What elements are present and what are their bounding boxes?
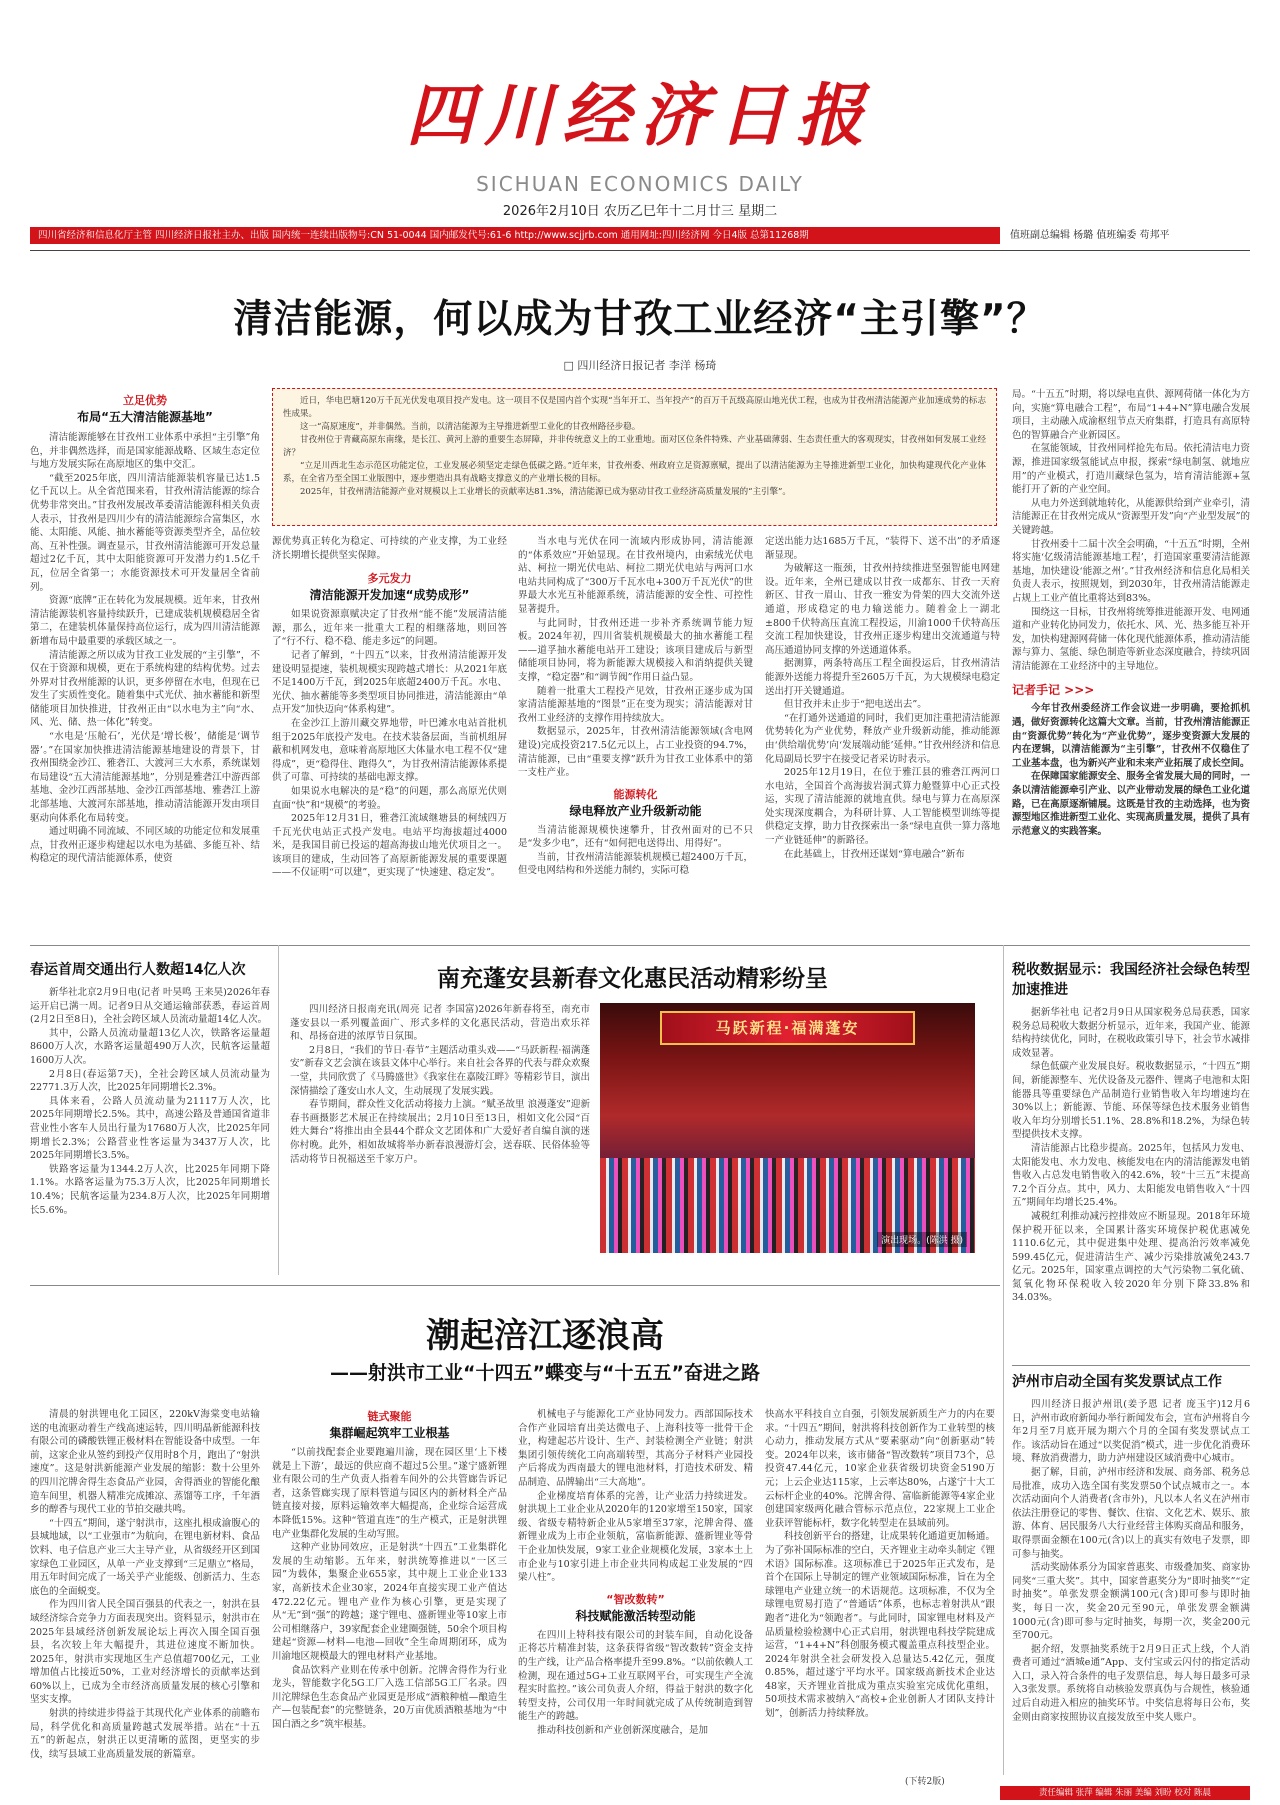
- main-story-column-4: [765, 535, 1000, 861]
- body-paragraph: 食品饮料产业则在传承中创新。沱牌舍得作为行业龙头，智能数字化5G工厂入选工信部5G工厂名录。四川沱牌绿色生态食品产业园更是形成“酒粮种植—酿造生产—包装配套”的完整链条，20万亩优质酒粮基地为“中国白酒之乡”筑牢根基。: [272, 1664, 507, 1730]
- body-paragraph: 减税红利推动减污控排效应不断显现。2018年环境保护税开征以来，全国累计落实环境保护税优惠减免1110.6亿元，其中促进集中处理、提高治污效率减免599.45亿元，促进清洁生产、减少污染排放减免243.7亿元。2025年，国家重点调控的大气污染物二氧化硫、氮氧化物环保税收入较2020年分别下降33.8%和34.03%。: [1012, 1210, 1250, 1304]
- body-paragraph: 从电力外送到就地转化，从能源供给到产业牵引，清洁能源正在甘孜州完成从“资源型开发”向“产业型发展”的关键跨越。: [1012, 497, 1250, 536]
- footer-staff-credits: 责任编辑 张萍 编辑 朱丽 美编 刘盼 校对 陈晨: [1000, 1786, 1250, 1800]
- body-paragraph: 清洁能源之所以成为甘孜工业发展的“主引擎”，不仅在于资源和规模，更在于系统构建的结构优势。过去外界对甘孜州能源的认识，更多停留在水电，但现在已发生了实质性变化。随着集中式光伏、抽水蓄能和新型储能项目加快推进，甘孜州正由“以水电为主”向“水、风、光、储、热一体化”转变。: [30, 649, 260, 729]
- main-story-column-3: [518, 535, 753, 878]
- body-paragraph: 如果说资源禀赋决定了甘孜州“能不能”发展清洁能源，那么，近年来一批重大工程的相继落地，则回答了“行不行、稳不稳、能走多远”的问题。: [272, 609, 507, 648]
- body-paragraph: 当前，甘孜州清洁能源装机规模已超2400万千瓦，但受电网结构和外送能力制约，实际可稳: [518, 851, 753, 877]
- body-paragraph: 射洪的持续进步得益于其现代化产业体系的前瞻布局，科学优化和高质量跨越式发展举措。站在“十五五”的新起点，射洪正以更清晰的蓝图，更坚实的步伐，续写县域工业高质量发展的新篇章。: [30, 1708, 260, 1760]
- body-paragraph: 通过明确不同流域、不同区域的功能定位和发展重点，甘孜州正逐步构建起以水电为基础、多能互补、结构稳定的现代清洁能源体系，使资: [30, 826, 260, 865]
- section-divider: [1012, 1365, 1250, 1366]
- feature-column-4: [765, 1408, 995, 1721]
- main-byline: □ 四川经济日报记者 李洋 杨琦: [563, 359, 717, 372]
- section-divider: [30, 1285, 1000, 1286]
- body-paragraph: 数据显示，2025年，甘孜州清洁能源领域(含电网建设)完成投资217.5亿元以上，占工业投资的94.7%，清洁能源，已由“重要支撑”跃升为甘孜工业体系中的第一支柱产业。: [518, 726, 753, 779]
- body-paragraph: 作为四川省人民全国百强县的代表之一，射洪在县域经济综合竞争力方面表现突出。资料显示，射洪市在2025年县域经济创新发展论坛上再次入围全国百强县，名次较上年大幅提升，其进位速度不断加快。2025年，射洪市实现地区生产总值超700亿元，工业增加值占比接近50%，工业对经济增长的贡献率达到60%以上，已成为全市经济高质量发展的核心引擎和坚实支撑。: [30, 1599, 260, 1706]
- body-paragraph: 当水电与光伏在同一流域内形成协同，清洁能源的“体系效应”开始显现。在甘孜州境内，由索绒光伏电站、柯拉一期光伏电站、柯拉二期光伏电站与两河口水电站共同构成了“300万千瓦水电+300万千瓦光伏”的世界最大水光互补能源系统，清洁能源的安全性、可控性显著提升。: [518, 536, 753, 615]
- body-paragraph: 源优势真正转化为稳定、可持续的产业支撑，为工业经济长期增长提供坚实保障。: [272, 536, 507, 561]
- brief-headline[interactable]: 税收数据显示：我国经济社会绿色转型加速推进: [1012, 962, 1250, 998]
- column-divider: [1003, 945, 1004, 1775]
- masthead-english-title: SICHUAN ECONOMICS DAILY: [476, 172, 804, 196]
- brief-headline[interactable]: 春运首周交通出行人数超14亿人次: [30, 962, 246, 978]
- body-paragraph: 定送出能力达1685万千瓦，“装得下、送不出”的矛盾逐渐显现。: [765, 536, 1000, 561]
- feature-column-2: [272, 1408, 507, 1731]
- brief-headline[interactable]: 泸州市启动全国有奖发票试点工作: [1012, 1374, 1222, 1390]
- center-story-body: [290, 1003, 590, 1166]
- body-paragraph: 为破解这一瓶颈，甘孜州持续推进坚强智能电网建设。近年来，全州已建成以甘孜一成都东、甘孜一天府新区、甘孜一眉山、甘孜一雅安为骨架的四大交流外送通道，形成稳定的电力输送能力。随着金上一湖北±800千伏特高压直流工程投运，川渝1000千伏特高压交流工程加快建设，甘孜州正逐步构建出交流通道与特高压通道协同支撑的外送通道体系。: [765, 563, 1000, 656]
- photo-caption: 演出现场。(陈洪 摄): [877, 1232, 967, 1247]
- section-kicker: “智改数转”: [606, 1592, 665, 1606]
- body-paragraph: 春节期间，群众性文化活动将接力上演。“赋圣故里 浪漫蓬安”迎新春书画摄影艺术展正在持续展出；2月10日至13日，相如文化公园“百姓大舞台”将推出由全县44个群众文艺团体和广大爱好者自编自演的迷你村晚。此外，相如故城将举办新春浪漫游灯会，送春联、民俗体验等活动将节日祝福送至千家万户。: [290, 1099, 590, 1165]
- body-paragraph: 具体来看，公路人员流动量为21117万人次，比2025年同期增长2.5%。其中，高速公路及普通国省道非营业性小客车人员出行量为17680万人次，比2025年同期增长2.3%；公路营业性客运量为3437万人次，比2025年同期增长3.5%。: [30, 1095, 270, 1162]
- section-kicker: 多元发力: [367, 572, 412, 586]
- body-paragraph: 据了解，目前，泸州市经济和发展、商务部、税务总局批准，成功入选全国有奖发票50个试点城市之一。本次活动面向个人消费者(含市外)，凡以本人名义在泸州市依法注册登记的零售、餐饮、住宿、文化艺术、娱乐、旅游、体育、居民服务八大行业经营主体购买商品和服务，取得票面金额在100元(含)以上的真实有效电子发票，即可参与抽奖。: [1012, 1466, 1250, 1560]
- body-paragraph: 四川经济日报泸州讯(姜予恩 记者 庞玉宇)12月6日，泸州市政府新闻办举行新闻发布会，宣布泸州将自今年2月至7月底开展为期六个月的全国有奖发票试点工作。该活动旨在通过“以奖促消”模式，进一步优化消费环境、释放消费潜力，助力泸州建设区域消费中心城市。: [1012, 1399, 1250, 1465]
- body-paragraph: “以前找配套企业要跑遍川渝，现在园区里‘上下楼就是上下游’，最远的供应商不超过5公里。”遂宁盛新锂业有限公司的生产负责人指着车间外的公共管廊告诉记者，这条管廊实现了原料管道与园区内的新材料全产品链直接对接，原料运输效率大幅提高，企业综合运营成本降低15%。这种“管道直连”的生产模式，正是射洪锂电产业集群化发展的生动写照。: [272, 1447, 507, 1540]
- body-paragraph: 2月8日，“我们的节日·春节”主题活动重头戏——“马跃新程·福满蓬安”新春文艺会演在该县文体中心举行。来自社会各界的代表与群众欢聚一堂，共同欣赏了《马腾盛世》《我家住在嘉陵江畔》等精彩节目，演出深情描绘了蓬安山水人文，生动展现了发展实践。: [290, 1044, 590, 1097]
- masthead-title: 四川经济日报: [405, 76, 874, 156]
- right-news-brief-tax: [1012, 960, 1250, 1305]
- center-story-headline[interactable]: 南充蓬安县新春文化惠民活动精彩纷呈: [437, 966, 828, 992]
- body-paragraph: 在此基础上，甘孜州还谋划“算电融合”新布: [784, 848, 965, 860]
- feature-headline[interactable]: 潮起涪江逐浪高: [426, 1316, 664, 1356]
- lead-paragraph: 甘孜州位于青藏高原东南缘，是长江、黄河上游的重要生态屏障，并非传统意义上的工业重地。面对区位条件特殊、产业基础薄弱、生态责任重大的客观现实，甘孜州如何发展工业经济？: [283, 435, 986, 458]
- feature-subheadline: ——射洪市工业“十四五”蝶变与“十五五”奋进之路: [330, 1362, 760, 1384]
- main-headline[interactable]: 清洁能源，何以成为甘孜工业经济“主引擎”？: [233, 297, 1047, 342]
- body-paragraph: 2025年12月31日，雅砻江流域继塘县的柯绒四万千瓦光伏电站正式投产发电。电站平均海拔超过4000米，是我国目前已投运的超高海拔山地光伏项目之一。该项目的建成，生动回答了高原新能源发展的重要课题——不仅证明“可以建”，更实现了“快速建、稳定发”。: [272, 813, 507, 879]
- body-paragraph: 四川经济日报南充讯(周亮 记者 李国富)2026年新春将至，南充市蓬安县以一系列覆盖面广、形式多样的文化惠民活动，营造出欢乐祥和、昂扬奋进的浓厚节日氛围。: [290, 1004, 590, 1043]
- feature-column-1: [30, 1408, 260, 1761]
- reporter-notes-paragraph: 今年甘孜州委经济工作会议进一步明确，要抢抓机遇，做好资源转化这篇大文章。当前，甘孜州清洁能源正由“资源优势”转化为“产业优势”，逐步变资源大发展的内在逻辑，以清洁能源为“主引擎”，甘孜州不仅稳住了工业基本盘，也为新兴产业和未来产业拓展了成长空间。: [1012, 703, 1250, 769]
- body-paragraph: 但甘孜并未止步于“把电送出去”。: [784, 699, 927, 711]
- body-paragraph: 清晨的射洪锂电化工园区，220kV海棠变电站输送的电流驱动着生产线高速运转，四川明晶新能源科技有限公司的磷酸铁锂正极材料在智能设备中成型。一年前，这家企业从签约到投产仅用时8个月，跑出了“射洪速度”。这是射洪新能源产业发展的缩影：数十公里外的四川沱牌舍得生态食品产业园，舍得酒业的智能化酿造车间里，机器人精准完成摊凉、蒸馏等工序，千年酒乡的醇香与现代工业的节拍交融共鸣。: [30, 1409, 260, 1516]
- main-story-column-1: [30, 392, 260, 866]
- section-heading: 绿电释放产业升级新动能: [569, 803, 702, 818]
- section-kicker: 能源转化: [613, 787, 658, 801]
- reporter-notes-title: 记者手记 >>>: [1012, 683, 1095, 698]
- body-paragraph: 在金沙江上游川藏交界地带，叶巴滩水电站首批机组于2025年底投产发电。在技术装备层面，当前机组屏蔽和机网发电，意味着高原地区大体量水电工程不仅“建得成”，更“稳得住、跑得久”，为甘孜州清洁能源体系提供了可靠、可持续的基础电源支撑。: [272, 717, 507, 784]
- body-paragraph: 据测算，两条特高压工程全面投运后，甘孜州清洁能源外送能力将提升至2605万千瓦，为大规模绿电稳定送出打开关键通道。: [765, 658, 1000, 697]
- body-paragraph: 与此同时，甘孜州还进一步补齐系统调节能力短板。2024年初，四川省装机规模最大的抽水蓄能工程——道孚抽水蓄能电站开工建设；该项目建成后与新型储能项目协同，将为新能源大规模接入和消纳提供关键支撑，“稳定器”和“调节阀”作用日益凸显。: [518, 617, 753, 683]
- body-paragraph: 清洁能源能够在甘孜州工业体系中承担“主引擎”角色，并非偶然选择，而是国家能源战略、区域生态定位与地方发展实际在高原地区的集中交汇。: [30, 432, 260, 471]
- body-paragraph: 随着一批重大工程投产见效，甘孜州正逐步成为国家清洁能源基地的“图景”正在变为现实；清洁能源对甘孜州工业经济的支撑作用持续放大。: [518, 685, 753, 724]
- body-paragraph: 新华社北京2月9日电(记者 叶昊鸣 王来昊)2026年春运开启已满一周。记者9日从交通运输部获悉，春运首周(2月2日至8日)，全社会跨区域人员流动量超14亿人次。: [30, 987, 270, 1026]
- column-divider: [278, 945, 279, 1275]
- body-paragraph: 推动科技创新和产业创新深度融合，是加: [537, 1724, 709, 1736]
- stage-banner: 马跃新程·福满蓬安: [660, 1011, 915, 1045]
- main-story-column-5: [1012, 388, 1250, 838]
- body-paragraph: 2月8日(春运第7天)，全社会跨区域人员流动量为22771.3万人次，比2025年同期增长2.3%。: [30, 1068, 270, 1094]
- body-paragraph: 机械电子与能源化工产业协同发力。西部国际技术合作产业园培育出美达微电子、上海科技等一批骨干企业，构建起芯片设计、生产、封装检测全产业链；射洪集团引领传统化工向高端转型，其高分子材料产业园投产后将成为西南最大的锂电池材料，打造技术研发、精品制造、品牌输出“三大高地”。: [518, 1409, 753, 1488]
- performance-photo: [600, 1003, 975, 1253]
- body-paragraph: “在打通外送通道的同时，我们更加注重把清洁能源优势转化为产业优势，释放产业升级新动能，推动能源由‘供给端优势’向‘发展端动能’延伸。”甘孜州经济和信息化局副局长罗宇在接受记者采访时表示。: [765, 712, 1000, 765]
- lead-summary-box: [272, 388, 997, 526]
- body-paragraph: 当清洁能源规模快速攀升，甘孜州面对的已不只是“发多少电”，还有“如何把电送得出、用得好”。: [518, 824, 753, 850]
- section-heading: 集群崛起筑牢工业根基: [329, 1426, 450, 1440]
- left-news-brief: [30, 960, 270, 1217]
- section-heading: 清洁能源开发加速“成势成形”: [309, 588, 470, 603]
- body-paragraph: “十四五”期间，遂宁射洪市，这座扎根成渝腹心的县城地域，以“工业强市”为航向，在锂电新材料、食品饮料、电子信息产业三大主导产业，从省级经开区到国家绿色工业园区，从单一产业支撑到“三足鼎立”格局，用五年时间完成了一场关乎产业能级、创新活力、生态底色的全面蜕变。: [30, 1517, 260, 1597]
- body-paragraph: 据介绍，发票抽奖系统于2月9日正式上线，个人消费者可通过“酒城e通”App、支付宝或云闪付的指定活动入口，录入符合条件的电子发票信息，每人每日最多可录入3张发票。系统将自动核验发票真伪与合规性，核验通过后自动进入相应的抽奖环节。中奖信息将每日公布，奖金则由商家按照协议直接发放至中奖人账户。: [1012, 1643, 1250, 1723]
- lead-paragraph: 2025年，甘孜州清洁能源产业对规模以上工业增长的贡献率达81.3%，清洁能源已成为驱动甘孜工业经济高质量发展的“主引擎”。: [300, 487, 791, 497]
- body-paragraph: 企业梯度培育体系的完善，让产业活力持续迸发。射洪规上工业企业从2020年的120家增至150家，国家级、省级专精特新企业从5家增至37家，沱牌舍得、盛新锂业成为上市企业领航，富临新能源、盛新锂业等骨干企业加快发展，9家工业企业规模化发展，3家本土上市企业与10家引进上市企业共同构成起工业发展的“四梁八柱”。: [518, 1490, 753, 1584]
- body-paragraph: “水电是‘压舱石’，光伏是‘增长极’，储能是‘调节器’。”在国家加快推进清洁能源基地建设的背景下，甘孜州围绕金沙江、雅砻江、大渡河三大水系，系统谋划布局建设“五大清洁能源基地”，分别是雅砻江中游西部基地、金沙江西部基地、金沙江西部基地、雅砻江上游北部基地、大渡河东部基地，推动清洁能源开发由项目驱动向体系化布局转变。: [30, 731, 260, 824]
- section-divider: [30, 945, 1250, 946]
- body-paragraph: 铁路客运量为1344.2万人次，比2025年同期下降1.1%。水路客运量为75.3万人次，比2025年同期增长10.4%；民航客运量为234.8万人次，比2025年同期增长5.6%。: [30, 1163, 270, 1216]
- section-kicker: 链式聚能: [367, 1410, 412, 1423]
- body-paragraph: 甘孜州委十二届十次全会明确，“十五五”时期，全州将实施‘亿级清洁能源基地工程’，打造国家重要清洁能源基地，加快建设‘能源之州’。”甘孜州经济和信息化局相关负责人表示，按照规划，到2030年，甘孜州清洁能源走占规上工业产值比重将达到83%。: [1012, 538, 1250, 604]
- section-kicker: 立足优势: [123, 394, 167, 407]
- body-paragraph: 绿色低碳产业发展良好。税收数据显示，“十四五”期间，新能源整车、光伏设备及元器件、锂离子电池和太阳能器具等重要绿色产品制造行业销售收入年均增速均在30%以上；新能源、节能、环保等绿色技术服务业销售收入年均分别增长51.1%、28.8%和18.2%，为绿色转型提供技术支撑。: [1012, 1061, 1250, 1141]
- reporter-notes-paragraph: 在保障国家能源安全、服务全省发展大局的同时，一条以清洁能源牵引产业、以产业带动发展的绿色工业化道路，已在高原逐渐铺展。这既是甘孜的主动选择，也为资源型地区推进新型工业化、实现高质量发展，提供了具有示范意义的实践答案。: [1012, 771, 1250, 837]
- duty-editors: 值班副总编辑 杨璐 值班编委 苟邦平: [1010, 230, 1170, 241]
- body-paragraph: 科技创新平台的搭建，让成果转化通道更加畅通。为了弥补国际标准的空白，天齐锂业主动牵头制定《锂术语》国际标准。这项标准已于2025年正式发布，是首个在国际上导制定的锂产业领域国际标准，旨在为全球锂电产业建立统一的术语规范。这项标准，不仅为全球锂电贸易打造了“普通话”体系，也标志着射洪从“跟跑者”进化为“领跑者”。与此同时，国家锂电材料及产品质量检验检测中心正式启用，射洪锂电科技学院建成运营，“1+4+N”科创服务模式覆盖重点科技型企业。2024年射洪全社会研发投入总量达5.42亿元，强度0.85%，超过遂宁平均水平。国家级高新技术企业达48家，天齐锂业首批成为重点实验室完成优化重组，50项技术需求被纳入“高校+企业创新人才团队支持计划”，创新活力持续释放。: [765, 1531, 995, 1720]
- lead-paragraph: “立足川西北生态示范区功能定位，工业发展必须坚定走绿色低碳之路。”近年来，甘孜州委、州政府立足资源禀赋，提出了以清洁能源为主导推进新型工业化，加快构建现代化产业体系，在全省乃至全国工业版图中，逐步塑造出具有战略支撑意义的产业增长极的目标。: [283, 461, 986, 484]
- body-paragraph: 清洁能源占比稳步提高。2025年，包括风力发电、太阳能发电、水力发电、核能发电在内的清洁能源发电销售收入占总发电销售收入的42.6%，较“十三五”末提高7.2个百分点。其中，风力、太阳能发电销售收入“十四五”期间年均增长25.4%。: [1012, 1142, 1250, 1209]
- header-divider: [30, 250, 1250, 251]
- body-paragraph: 在四川上特科技有限公司的封装车间，自动化设备正将芯片精准封装，这条获得省级“智改数转”资金支持的生产线，让产品合格率提升至99.8%。“以前依赖人工检测，现在通过5G+工业互联网平台，可实现生产全流程实时监控。”该公司负责人介绍，得益于射洪的数字化转型支持，公司仅用一年时间就完成了从传统制造到智能生产的跨越。: [518, 1629, 753, 1723]
- body-paragraph: 其中，公路人员流动量超13亿人次，铁路客运量超8600万人次，水路客运量超490万人次，民航客运量超1600万人次。: [30, 1027, 270, 1066]
- main-story-column-2: [272, 535, 507, 880]
- feature-column-3: [518, 1408, 753, 1737]
- body-paragraph: 如果说水电解决的是“稳”的问题，那么高原光伏则直面“快”和“规模”的考验。: [272, 785, 507, 811]
- body-paragraph: 局。“十五五”时期，将以绿电直供、源网荷储一体化为方向，实施“算电融合工程”，布局“1+4+N”算电融合发展项目，主动融入成渝枢纽节点天府集群，打造具有高原特色的智算融合产业新园区。: [1012, 389, 1250, 441]
- body-paragraph: 快高水平科技自立自强，引领发展新质生产力的内在要求。“十四五”期间，射洪将科技创新作为工业转型的核心动力，推动发展方式从“要素驱动”向“创新驱动”转变。2024年以来，该市储备“智改数转”项目73个，总投资47.44亿元，10家企业获省级切块资金5190万元；上云企业达115家，上云率达80%，占遂宁十大工云标杆企业的40%。沱牌舍得、富临新能源等4家企业创建国家级两化融合管标示范点位，22家规上工业企业获评智能标杆，数字化转型走在县域前列。: [765, 1409, 995, 1529]
- section-heading: 科技赋能激活转型动能: [575, 1608, 696, 1623]
- body-paragraph: “截至2025年底，四川清洁能源装机容量已达1.5亿千瓦以上。从全省范围来看，甘孜州清洁能源的综合优势非常突出。”甘孜州发展改革委清洁能源科相关负责人表示，甘孜州是四川少有的清洁能源综合富集区，水能、太阳能、风能、抽水蓄能等资源类型齐全，品位较高、互补性强。调查显示，甘孜州清洁能源可开发总量超过2亿千瓦，其中太阳能资源可开发潜力约1.5亿千瓦，位居全省第一；水能资源技术可开发量居全省前列。: [30, 472, 260, 593]
- body-paragraph: 据新华社电 记者2月9日从国家税务总局获悉，国家税务总局税收大数据分析显示，近年来，我国产业、能源结构持续优化，同时，在税收政策引导下，社会节水减排成效显著。: [1012, 1007, 1250, 1059]
- body-paragraph: 围绕这一目标，甘孜州将统筹推进能源开发、电网通道和产业转化协同发力，依托水、风、光、热多能互补开发，加快构建源网荷储一体化现代能源体系，推动清洁能源与算力、氢能、绿色制造等新业态深度融合，持续巩固清洁能源在工业经济中的主导地位。: [1012, 606, 1250, 672]
- continued-on-page-2[interactable]: (下转2版): [905, 1777, 945, 1787]
- lead-paragraph: 近日，华电巴塘120万千瓦光伏发电项目投产发电。这一项目不仅是国内首个实现“当年开工、当年投产”的百万千瓦级高原山地光伏工程，也成为甘孜州清洁能源产业加速成势的标志性成果。: [283, 396, 986, 419]
- lead-paragraph: 这一“高原速度”，并非偶然。当前，以清洁能源为主导推进新型工业化的甘孜州路径步稳。: [300, 422, 641, 432]
- publication-info-bar: 四川省经济和信息化厅主管 四川经济日报社主办、出版 国内统一连续出版物号:CN 51-0044 国内邮发代号:61-6 http://www.scjjrb.com 通用网址:四川经济网 今日4版 总第11268期: [30, 227, 1000, 244]
- right-news-brief-invoice: [1012, 1372, 1250, 1724]
- body-paragraph: 资源“底牌”正在转化为发展规模。近年来，甘孜州清洁能源装机容量持续跃升，已建成装机规模稳居全省第二，在建装机体量保持高位运行，成为四川清洁能源新增布局中最重要的承载区域之一。: [30, 595, 260, 647]
- body-paragraph: 这种产业协同效应，正是射洪“十四五”工业集群化发展的生动缩影。五年来，射洪统筹推进以“一区三园”为载体，集聚企业655家，其中规上工业企业133家，高新技术企业30家，2024年直接实现工业产值达472.22亿元。锂电产业作为核心引擎，更是实现了从“无”到“强”的跨越；遂宁锂电、盛新锂业等10家上市公司相继落户，39家配套企业建圈强链，50余个项目构建起“资源—材料—电池—回收”全生命周期闭环，成为川渝地区规模最大的锂电材料产业基地。: [272, 1542, 507, 1662]
- section-heading: 布局“五大清洁能源基地”: [77, 410, 213, 424]
- issue-date: 2026年2月10日 农历乙巳年十二月廿三 星期二: [502, 204, 778, 219]
- body-paragraph: 2025年12月19日，在位于雅江县的雅砻江两河口水电站，全国首个高海拔岩洞式算力舱暨算中心正式投运，实现了清洁能源的就地直供。绿电与算力在高原深处实现深度耦合，为科研计算、人工智能模型训练等提供稳定支撑，助力甘孜探索出一条“绿电直供一算力落地一产业链延伸”的新路径。: [765, 767, 1000, 847]
- body-paragraph: 活动奖励体系分为国家普惠奖、市级叠加奖、商家协同奖“三重大奖”。其中，国家普惠奖分为“即时抽奖”“定时抽奖”。单张发票金额满100元(含)即可参与即时抽奖，每日一次，奖金20元至90元，单张发票金额满1000元(含)即可参与定时抽奖，每期一次，奖金200元至700元。: [1012, 1562, 1250, 1642]
- body-paragraph: 记者了解到，“十四五”以来，甘孜州清洁能源开发建设明显提速，装机规模实现跨越式增长：从2021年底不足1400万千瓦，到2025年底超2400万千瓦。水电、光伏、抽水蓄能等多类型项目协同推进，清洁能源由“单点开发”加快迈向“体系构建”。: [272, 649, 507, 716]
- body-paragraph: 在氢能领域，甘孜州同样抢先布局。依托清洁电力资源，推进国家级氢能试点申报，探索“绿电制氢、就地应用”的产业模式，打造川藏绿色氢为，培育清洁能源+氢能打开了新的产业空间。: [1012, 443, 1250, 496]
